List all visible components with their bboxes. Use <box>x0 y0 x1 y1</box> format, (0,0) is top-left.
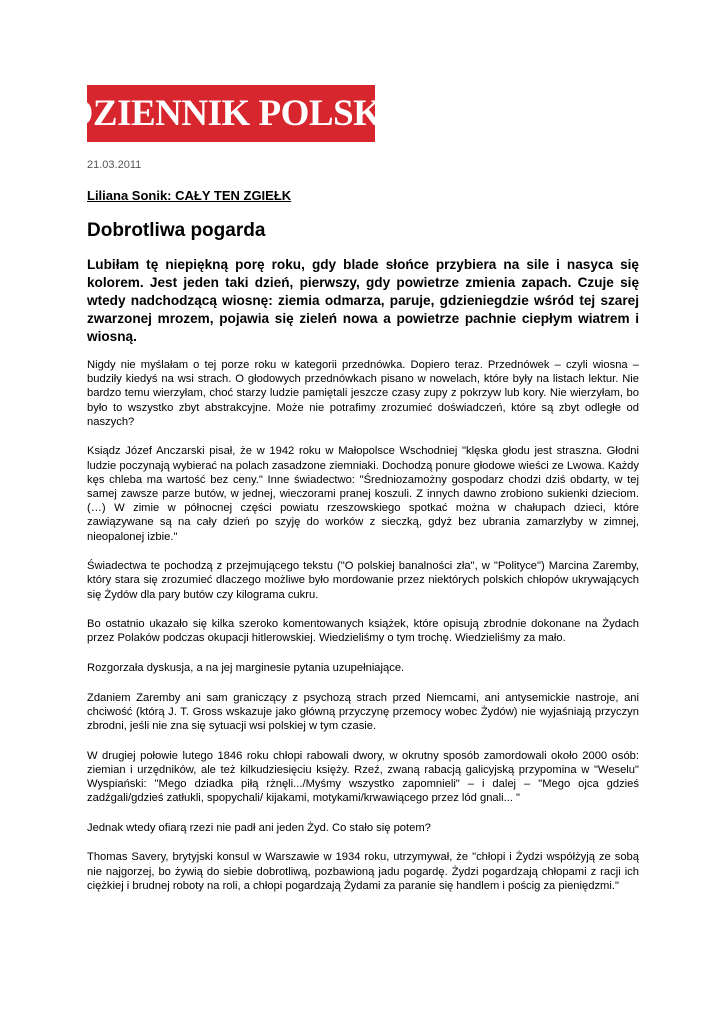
article-page <box>66 85 639 908</box>
article-body <box>87 358 639 893</box>
body-paragraph: Zdaniem Zaremby ani sam graniczący z psychozą strach przed Niemcami, ani antysemickie nastroje, ani chciwość (którą J. T. Gross wskazuje jako główną przyczynę przemocy wobec Żydów) nie wyjaśniają przyczyn zbrodni, jeśli nie zna się sytuacji wsi polskiej w tym czasie. <box>87 691 639 733</box>
body-paragraph: Thomas Savery, brytyjski konsul w Warszawie w 1934 roku, utrzymywał, że "chłopi i Żydzi współżyją ze sobą nie najgorzej, bo żywią do siebie dobrotliwą, pozbawioną jadu pogardę. Żydzi pogardzają chłopami z racji ich ciężkiej i brudnej roboty na roli, a chłopi pogardzają Żydami za paranie się handlem i pościg za pieniędzmi." <box>87 851 639 892</box>
body-paragraph: W drugiej połowie lutego 1846 roku chłopi rabowali dwory, w okrutny sposób zamordowali około 2000 osób: ziemian i urzędników, ale też kilkudziesięciu księży. Rzeź, zwaną rabacją galicyjską przypomina w "Weselu" Wyspiański: "Mego dziadka piłą rżnęli.../Myśmy wszystko zapomnieli" – i dalej – "Mego ojca gdzieś zadźgali/gdzieś zatłukli, spopychali/ kijakami, motykami/krwawiącego przez lód gnali... " <box>87 749 639 805</box>
body-paragraph: Bo ostatnio ukazało się kilka szeroko komentowanych książek, które opisują zbrodnie dokonane na Żydach przez Polaków podczas okupacji hitlerowskiej. Wiedzieliśmy o tym trochę. Wiedzieliśmy za mało. <box>87 618 639 645</box>
body-paragraph: Ksiądz Józef Anczarski pisał, że w 1942 roku w Małopolsce Wschodniej "klęska głodu jest straszna. Głodni ludzie poczynają wybierać na polach zasadzone ziemniaki. Dochodzą ponure głodowe wieści ze Lwowa. Każdy kęs chleba ma wartość bez ceny." Inne świadectwo: "Średniozamożny gospodarz chodzi dziś obdarty, w tej samej zawsze parze butów, w jednej, wieczorami pranej koszuli. Z innych dawno zrobiono sukienki dzieciom.(…) W zimie w północnej części powiatu rzeszowskiego spotkać można w chałupach dzieci, które zawiązywane są na cały dzień po szyję do worków z sieczką, gdyż bez ubrania zamarzłyby w zimnej, nieopalonej izbie." <box>87 445 639 543</box>
article-lead: Lubiłam tę niepiękną porę roku, gdy blade słońce przybiera na sile i nasyca się kolorem. Jest jeden taki dzień, pierwszy, gdy powietrze zmienia zapach. Czuje się wtedy nadchodzącą wiosnę: ziemia odmarza, paruje, gdzieniegdzie wśród tej szarej zwarzonej mrozem, pojawia się zieleń nowa a powietrze pachnie ciepłym wiatrem i wiosną. <box>87 257 639 344</box>
article-date: 21.03.2011 <box>87 159 142 171</box>
body-paragraph: Świadectwa te pochodzą z przejmującego tekstu ("O polskiej banalności zła", w "Polityce") Marcina Zaremby, który stara się zrozumieć dlaczego możliwe było mordowanie przez niektórych polskich chłopów ukrywających się Żydów dla pary butów czy kilograma cukru. <box>87 560 639 601</box>
body-paragraph: Jednak wtedy ofiarą rzezi nie padł ani jeden Żyd. Co stało się potem? <box>87 821 431 834</box>
column-kicker: Liliana Sonik: CAŁY TEN ZGIEŁK <box>87 188 292 203</box>
dziennik-polski-logo: DZIENNIK POLSKI <box>87 85 375 142</box>
body-paragraph: Rozgorzała dyskusja, a na jej marginesie pytania uzupełniające. <box>87 662 405 675</box>
article-title: Dobrotliwa pogarda <box>87 220 266 241</box>
body-paragraph: Nigdy nie myślałam o tej porze roku w kategorii przednówka. Dopiero teraz. Przednówek – czyli wiosna – budziły kiedyś na wsi strach. O głodowych przednówkach pisano w nowelach, które były na listach lektur. Nie bardzo temu wierzyłam, choć starzy ludzie pamiętali jeszcze czasy zupy z pokrzyw lub kory. Nie wierzyłam, bo było to wszystko zbyt abstrakcyjne. Może nie potrafimy zrozumieć doświadczeń, które są zbyt odległe od naszych? <box>87 359 639 428</box>
